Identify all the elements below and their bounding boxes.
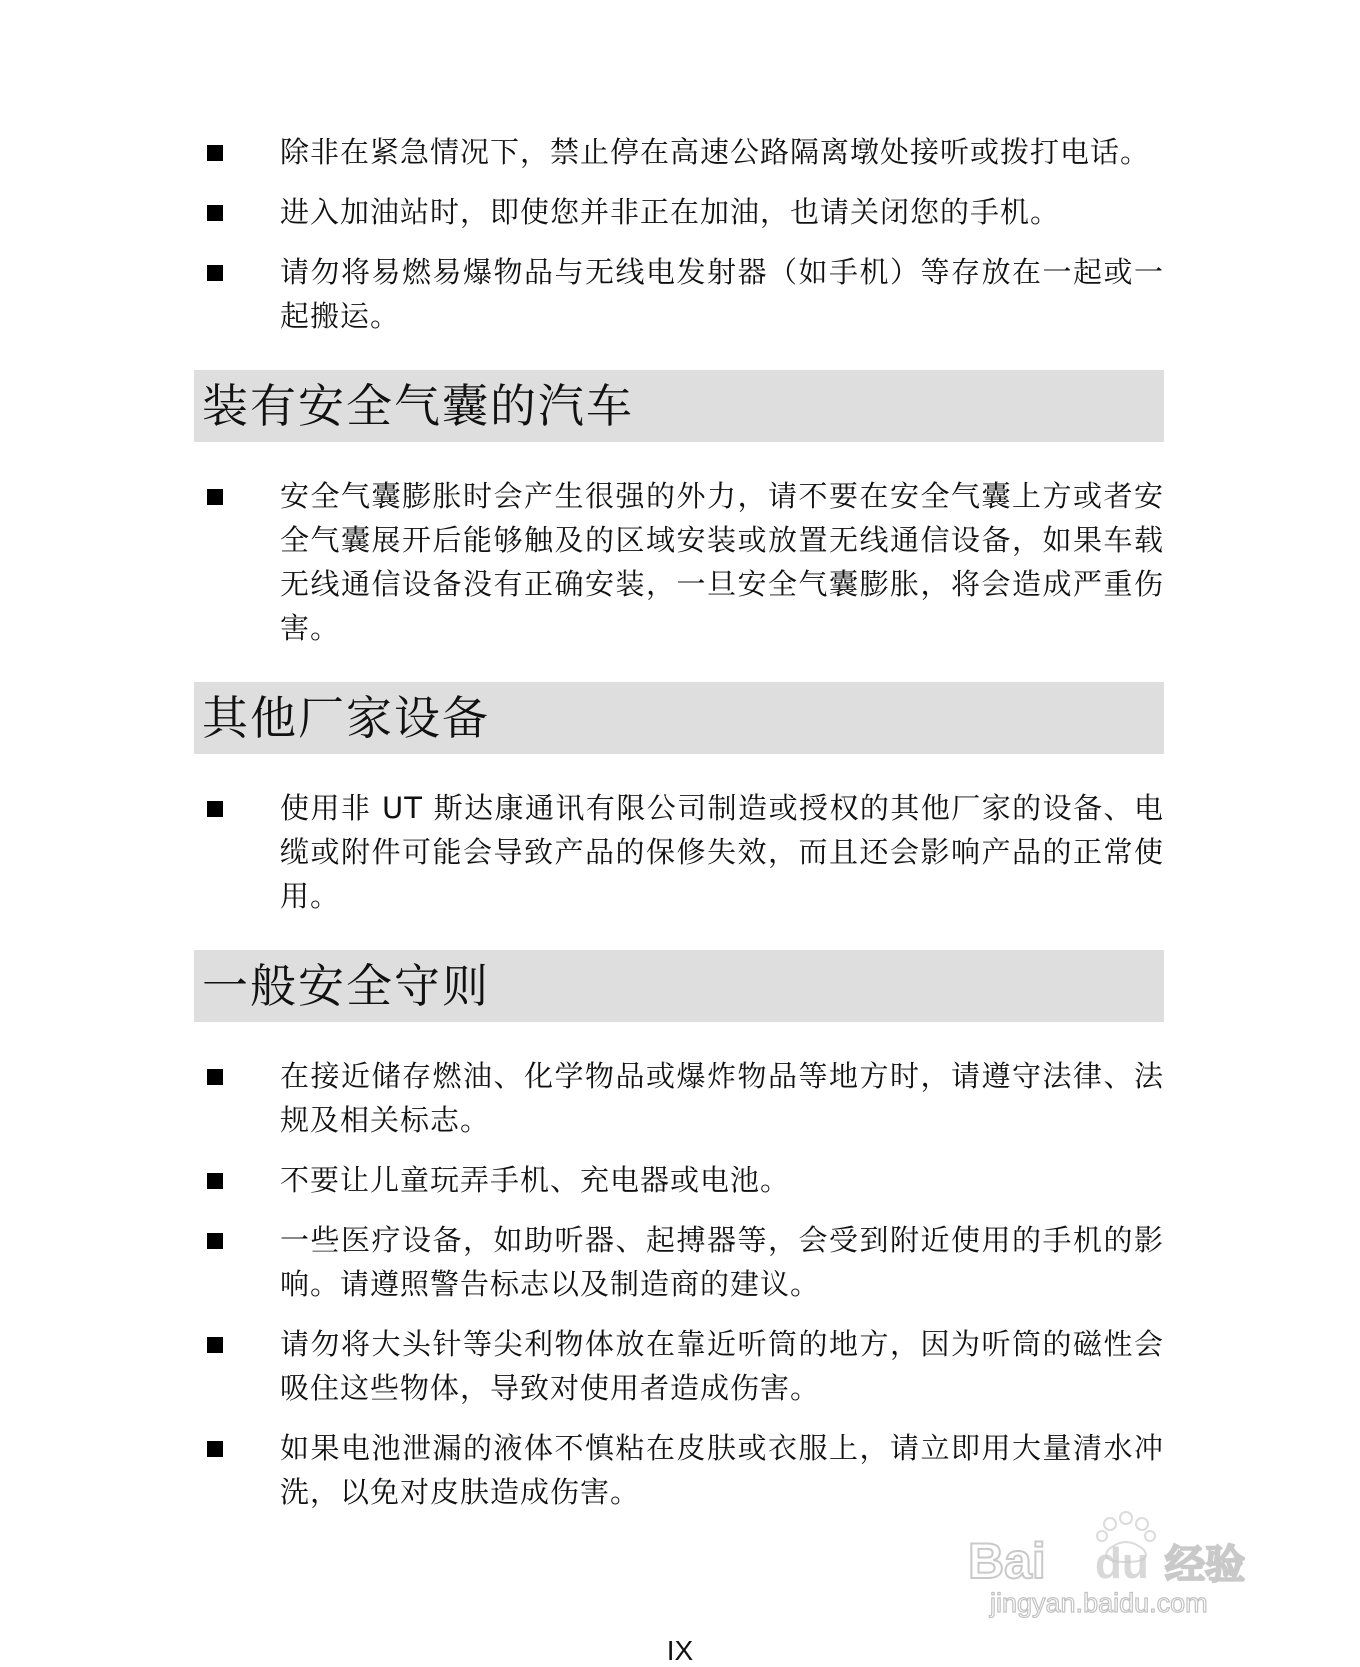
item-text: 使用非 UT 斯达康通讯有限公司制造或授权的其他厂家的设备、电缆或附件可能会导致产品的保修失效，而且还会影响产品的正常使用。 <box>280 791 1164 913</box>
svg-text:jingyan.baidu.com: jingyan.baidu.com <box>990 1588 1208 1618</box>
svg-text:经验: 经验 <box>1165 1542 1245 1588</box>
content-body <box>194 130 1164 1530</box>
item-text: 安全气囊膨胀时会产生很强的外力，请不要在安全气囊上方或者安全气囊展开后能够触及的区域安装或放置无线通信设备，如果车载无线通信设备没有正确安装，一旦安全气囊膨胀，将会造成严重伤害。 <box>280 479 1164 645</box>
list-item <box>194 474 1164 650</box>
square-bullet-icon <box>207 1233 223 1249</box>
square-bullet-icon <box>207 1069 223 1085</box>
list-item <box>194 786 1164 918</box>
square-bullet-icon <box>207 265 223 281</box>
square-bullet-icon <box>207 145 223 161</box>
square-bullet-icon <box>207 1337 223 1353</box>
svg-text:Bai: Bai <box>968 1533 1046 1589</box>
list-item <box>194 130 1164 174</box>
list-item <box>194 1054 1164 1142</box>
list-item <box>194 1426 1164 1514</box>
list-item <box>194 1322 1164 1410</box>
item-text: 进入加油站时，即使您并非正在加油，也请关闭您的手机。 <box>280 195 1061 229</box>
section-heading-airbag: 装有安全气囊的汽车 <box>194 370 1164 442</box>
item-text: 如果电池泄漏的液体不慎粘在皮肤或衣服上，请立即用大量清水冲洗，以免对皮肤造成伤害。 <box>280 1431 1164 1509</box>
list-item <box>194 1158 1164 1202</box>
page-number: IX <box>666 1635 694 1666</box>
square-bullet-icon <box>207 1441 223 1457</box>
item-text: 一些医疗设备，如助听器、起搏器等，会受到附近使用的手机的影响。请遵照警告标志以及制造商的建议。 <box>280 1223 1164 1301</box>
item-text: 请勿将大头针等尖利物体放在靠近听筒的地方，因为听筒的磁性会吸住这些物体，导致对使用者造成伤害。 <box>280 1327 1164 1405</box>
item-text: 在接近储存燃油、化学物品或爆炸物品等地方时，请遵守法律、法规及相关标志。 <box>280 1059 1164 1137</box>
square-bullet-icon <box>207 205 223 221</box>
square-bullet-icon <box>207 801 223 817</box>
list-item <box>194 1218 1164 1306</box>
square-bullet-icon <box>207 1173 223 1189</box>
list-item <box>194 190 1164 234</box>
item-text: 请勿将易燃易爆物品与无线电发射器（如手机）等存放在一起或一起搬运。 <box>280 255 1164 333</box>
item-text: 不要让儿童玩弄手机、充电器或电池。 <box>280 1163 791 1197</box>
svg-text:du: du <box>1095 1539 1149 1588</box>
item-text: 除非在紧急情况下，禁止停在高速公路隔离墩处接听或拨打电话。 <box>280 135 1151 169</box>
section-heading-general-safety: 一般安全守则 <box>194 950 1164 1022</box>
square-bullet-icon <box>207 489 223 505</box>
section-heading-third-party: 其他厂家设备 <box>194 682 1164 754</box>
list-item <box>194 250 1164 338</box>
